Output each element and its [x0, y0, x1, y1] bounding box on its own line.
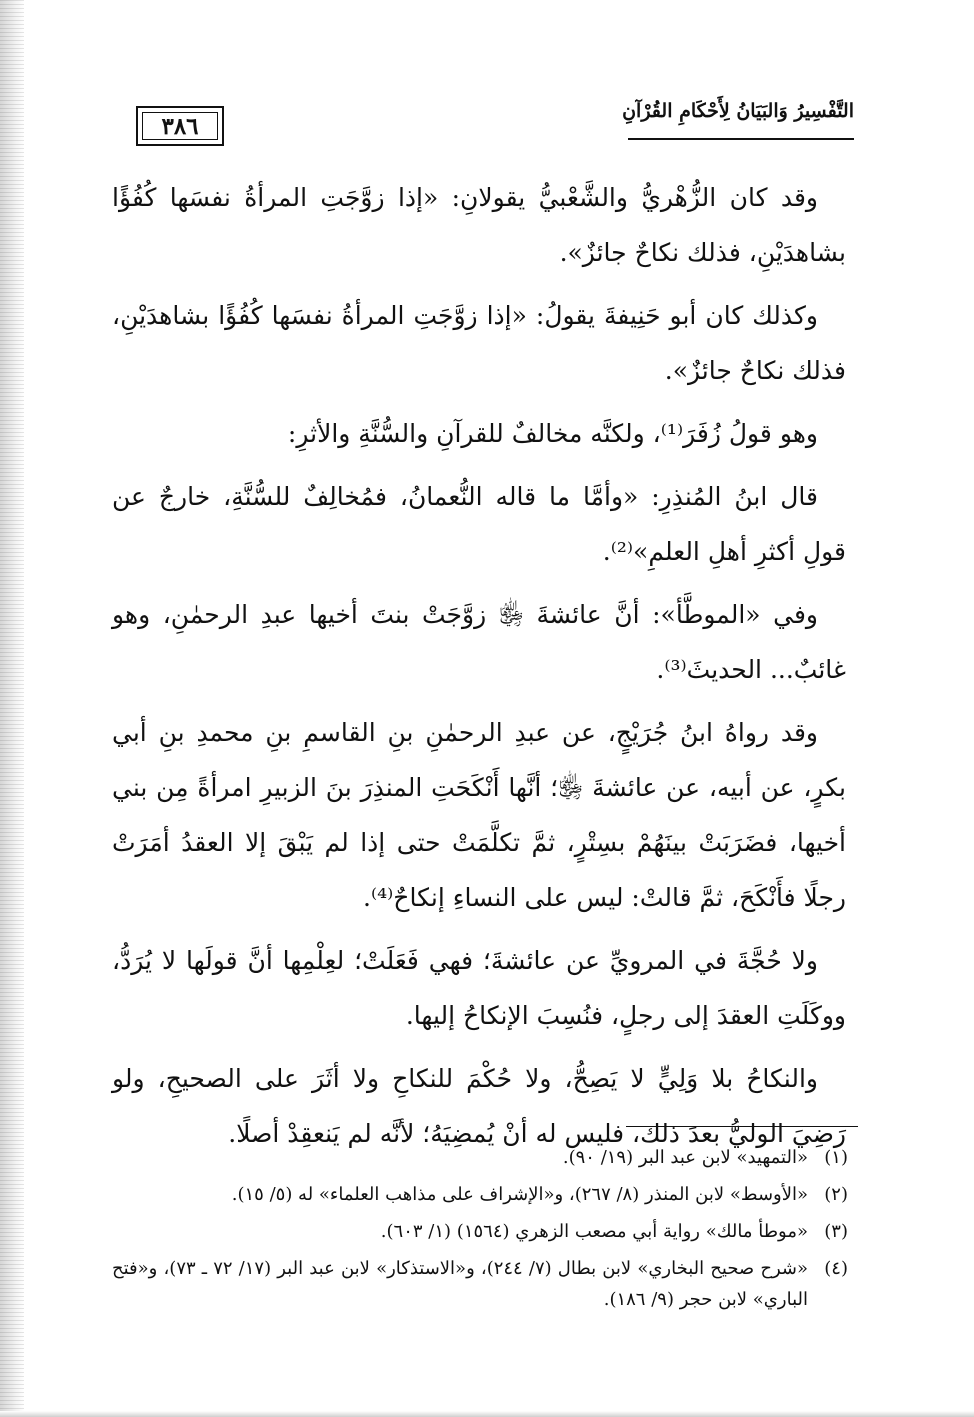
header-rule: [628, 138, 854, 140]
footnote-1: [112, 1142, 848, 1173]
paragraph-8: والنكاحُ بلا وَلِيٍّ لا يَصِحُّ، ولا حُكْمَ للنكاحِ ولا أثَرَ على الصحيحِ، ولو رَضِيَ الوليُّ بعدَ ذلك، فليس له أنْ يُمضِيَهُ؛ لأنَّه لم يَنعقِدْ أصلًا.: [112, 1064, 846, 1148]
paragraph-2: وكذلك كان أبو حَنِيفةَ يقولُ: «إذا زوَّجَتِ المرأةُ نفسَها كُفُؤًا بشاهدَيْنِ، فذلك نكاحٌ جائزٌ».: [112, 301, 846, 385]
book-title: التَّفْسِيرُ وَالبَيَانُ لِأَحْكَامِ القُرْآنِ: [622, 100, 854, 122]
paragraph-5: وفي «الموطَّأ»: أنَّ عائشةَ ﵂ زوَّجَتْ بنتَ أخيها عبدِ الرحمٰنِ، وهو غائبٌ... الحديثَ⁽³⁾.: [112, 600, 846, 684]
footnote-separator: [626, 1126, 858, 1127]
main-text: [112, 170, 846, 1169]
footnote-text: «شرح صحيح البخاري» لابن بطال (٧/ ٢٤٤)، و«الاستذكار» لابن عبد البر (١٧/ ٧٢ ـ ٧٣)، و«فتح الباري» لابن حجر (٩/ ١٨٦).: [112, 1258, 808, 1310]
scan-binding-edge: [0, 0, 24, 1417]
page-number-box: [136, 106, 224, 146]
footnote-number: (٣): [824, 1221, 848, 1242]
footnote-number: (٢): [824, 1184, 848, 1205]
footnote-text: «موطأ مالك» رواية أبي مصعب الزهري (١٥٦٤) (١/ ٦٠٣).: [380, 1221, 808, 1242]
footnote-number: (٤): [824, 1258, 848, 1279]
footnote-2: [112, 1179, 848, 1210]
footnote-3: [112, 1216, 848, 1247]
paragraph-4: قال ابنُ المُنذِرِ: «وأمَّا ما قاله النُّعمانُ، فمُخالِفٌ للسُّنَّةِ، خارجٌ عن قولِ أكثرِ أهلِ العلمِ»⁽²⁾.: [112, 482, 846, 566]
scan-bottom-edge: [0, 1411, 974, 1417]
footnotes: [112, 1142, 848, 1321]
footnote-text: «الأوسط» لابن المنذر (٨/ ٢٦٧)، و«الإشراف على مذاهب العلماء» له (٥/ ١٥).: [231, 1184, 808, 1205]
footnote-number: (١): [824, 1147, 848, 1168]
footnote-4: [112, 1253, 848, 1315]
page-header: [108, 88, 854, 160]
paragraph-7: ولا حُجَّةَ في المرويِّ عن عائشةَ؛ فهي فَعَلَتْ؛ لعِلْمِها أنَّ قولَها لا يُرَدُّ، ووكَلَتِ العقدَ إلى رجلٍ، فنُسِبَ الإنكاحُ إليها.: [112, 946, 846, 1030]
paragraph-6: وقد رواهُ ابنُ جُرَيْجٍ، عن عبدِ الرحمٰنِ بنِ القاسمِ بنِ محمدِ بنِ أبي بكرٍ، عن أبيه، عن عائشةَ ﵂؛ أنَّها أَنْكَحَتِ المنذِرَ بنَ الزبيرِ امرأةً مِن بني أخيها، فضَرَبَتْ بينَهُمْ بسِتْرٍ، ثمَّ تكلَّمَتْ حتى إذا لم يَبْقَ إلا العقدُ أمَرَتْ رجلًا فأَنْكَحَ، ثمَّ قالتْ: ليس على النساءِ إنكاحٌ⁽⁴⁾.: [112, 718, 846, 912]
page-number: ٣٨٦: [161, 112, 199, 140]
paragraph-1: وقد كان الزُّهْريُّ والشَّعْبيُّ يقولانِ: «إذا زوَّجَتِ المرأةُ نفسَها كُفُؤًا بشاهدَيْنِ، فذلك نكاحٌ جائزٌ».: [112, 183, 846, 267]
paragraph-3: وهو قولُ زُفَرَ⁽¹⁾، ولكنَّه مخالفٌ للقرآنِ والسُّنَّةِ والأثرِ:: [287, 419, 818, 448]
footnote-text: «التمهيد» لابن عبد البر (١٩/ ٩٠).: [562, 1147, 808, 1168]
